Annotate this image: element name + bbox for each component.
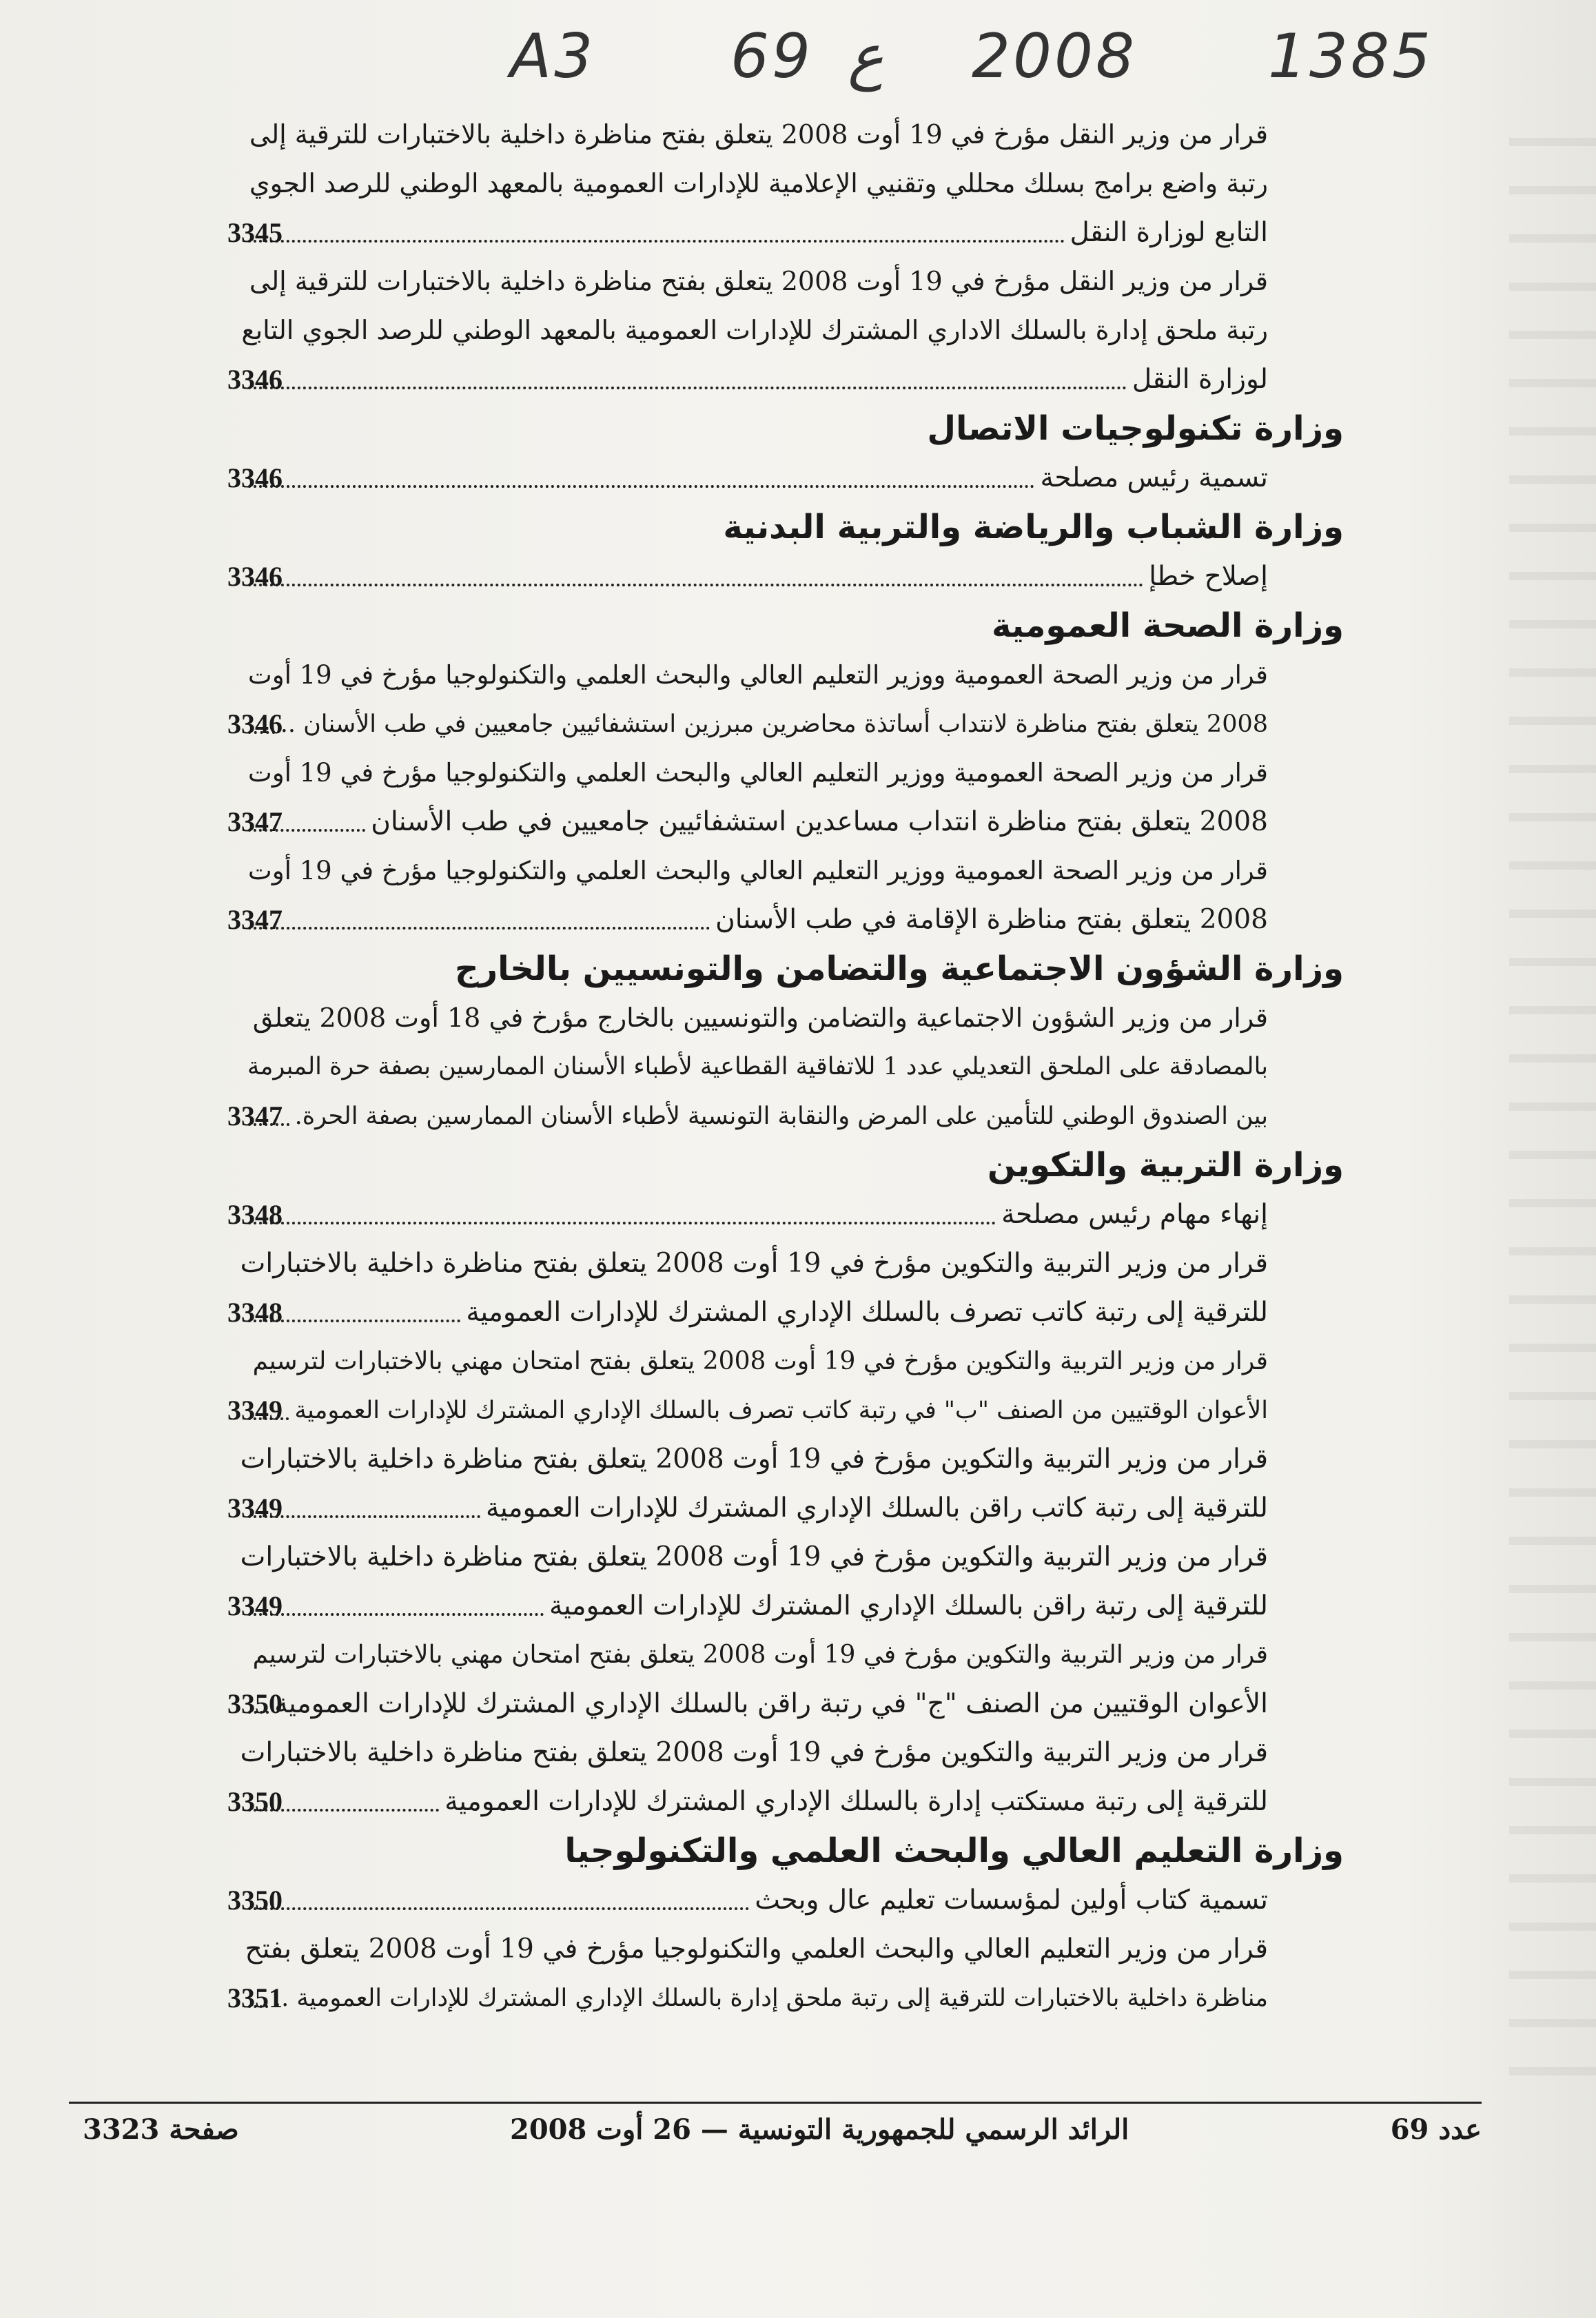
toc-entry: [227, 1337, 1344, 1435]
entry-text: مناظرة داخلية بالاختبارات للترقية إلى رتبة ملحق إدارة بالسلك الإداري المشترك للإدارات العمومية ..: [273, 1984, 1268, 2012]
dot-leader: [227, 208, 1070, 257]
entry-line: قرار من وزير التربية والتكوين مؤرخ في 19 أوت 2008 يتعلق بفتح مناظرة داخلية بالاختبارات: [240, 1541, 1268, 1572]
entry-page-number: 3349: [227, 1395, 283, 1426]
entry-page-number: 3345: [227, 217, 283, 248]
entry-line: قرار من وزير التربية والتكوين مؤرخ في 19 أوت 2008 يتعلق بفتح مناظرة داخلية بالاختبارات: [240, 1248, 1268, 1279]
dot-leader: [227, 895, 715, 944]
dot-leader: [227, 552, 1149, 601]
entry-page-number: 3346: [227, 708, 283, 739]
toc-entry: [227, 1925, 1344, 2022]
entry-line: قرار من وزير التربية والتكوين مؤرخ في 19 أوت 2008 يتعلق بفتح مناظرة داخلية بالاختبارات: [240, 1444, 1268, 1475]
handwriting-mark: 2008: [972, 21, 1137, 92]
entry-text: إنهاء مهام رئيس مصلحة: [1001, 1199, 1268, 1230]
entry-text: تسمية كتاب أولين لمؤسسات تعليم عال وبحث: [755, 1885, 1268, 1916]
toc-entry: [227, 650, 1344, 748]
entry-page-number: 3347: [227, 806, 283, 837]
entry-text: بين الصندوق الوطني للتأمين على المرض والنقابة التونسية لأطباء الأسنان الممارسين بصفة الحرة.: [294, 1102, 1268, 1130]
entry-text: الأعوان الوقتيين من الصنف "ب" في رتبة كاتب تصرف بالسلك الإداري المشترك للإدارات العمومية: [294, 1396, 1268, 1424]
entry-page-number: 3349: [227, 1590, 283, 1621]
handwriting-mark: 1385: [1268, 21, 1433, 92]
toc-entry: [227, 1630, 1344, 1728]
entry-page-number: 3346: [227, 364, 283, 395]
entry-line: قرار من وزير النقل مؤرخ في 19 أوت 2008 يتعلق بفتح مناظرة داخلية بالاختبارات للترقية إلى: [249, 266, 1268, 296]
entry-text: 2008 يتعلق بفتح مناظرة انتداب مساعدين استشفائيين جامعيين في طب الأسنان: [371, 806, 1268, 837]
entry-last-line: [227, 1484, 1344, 1532]
footer-issue: عدد 69: [1390, 2113, 1482, 2146]
handwriting-mark: A3: [510, 21, 596, 92]
entry-line: قرار من وزير الصحة العمومية ووزير التعليم العالي والبحث العلمي والتكنولوجيا مؤرخ في 19 أوت: [247, 660, 1268, 690]
toc-entry: [227, 453, 1344, 502]
entry-page-number: 3349: [227, 1493, 283, 1524]
entry-last-line: [227, 1876, 1344, 1925]
entry-page-number: 3350: [227, 1688, 283, 1719]
entry-text: 2008 يتعلق بفتح مناظرة الإقامة في طب الأسنان: [715, 904, 1268, 935]
dot-leader: [227, 355, 1132, 404]
entry-line: قرار من وزير الصحة العمومية ووزير التعليم العالي والبحث العلمي والتكنولوجيا مؤرخ في 19 أوت: [247, 758, 1268, 788]
entry-text: تسمية رئيس مصلحة: [1040, 462, 1268, 493]
entry-last-line: [227, 1581, 1344, 1630]
handwriting-mark: ع: [848, 21, 884, 92]
entry-page-number: 3350: [227, 1885, 283, 1916]
page-footer: [69, 2102, 1482, 2152]
entry-text: للترقية إلى رتبة كاتب راقن بالسلك الإداري المشترك للإدارات العمومية: [485, 1493, 1268, 1524]
ministry-heading: وزارة الشباب والرياضة والتربية البدنية: [723, 508, 1344, 546]
entry-line: رتبة واضع برامج بسلك محللي وتقنيي الإعلامية للإدارات العمومية بالمعهد الوطني للرصد الجوي: [249, 168, 1268, 198]
entry-page-number: 3350: [227, 1786, 283, 1817]
entry-line: بالمصادقة على الملحق التعديلي عدد 1 للاتفاقية القطاعية لأطباء الأسنان الممارسين بصفة حرة المبرمة: [247, 1053, 1268, 1080]
entry-page-number: 3347: [227, 1100, 283, 1131]
dot-leader: [227, 1876, 755, 1925]
entry-line: رتبة ملحق إدارة بالسلك الاداري المشترك للإدارات العمومية بالمعهد الوطني للرصد الجوي التابع: [241, 315, 1268, 345]
footer-journal: الرائد الرسمي للجمهورية التونسية — 26 أوت 2008: [510, 2113, 1129, 2146]
entry-last-line: [227, 895, 1344, 944]
toc-entry: [227, 1728, 1344, 1826]
entry-text: الأعوان الوقتيين من الصنف "ج" في رتبة راقن بالسلك الإداري المشترك للإدارات العمومية: [274, 1688, 1268, 1719]
entry-text: للترقية إلى رتبة مستكتب إدارة بالسلك الإداري المشترك للإدارات العمومية: [444, 1786, 1268, 1817]
toc-entry: [227, 1190, 1344, 1239]
entry-last-line: [227, 1679, 1344, 1728]
entry-last-line: [227, 453, 1344, 502]
entry-line: قرار من وزير التربية والتكوين مؤرخ في 19 أوت 2008 يتعلق بفتح امتحان مهني بالاختبارات لترسيم: [252, 1641, 1268, 1669]
entry-last-line: [227, 355, 1344, 404]
entry-page-number: 3347: [227, 904, 283, 935]
toc-entry: [227, 846, 1344, 944]
entry-last-line: [227, 797, 1344, 846]
toc-entry: [227, 748, 1344, 846]
entry-page-number: 3346: [227, 462, 283, 493]
entry-text: 2008 يتعلق بفتح مناظرة لانتداب أساتذة محاضرين مبرزين استشفائيين جامعيين في طب الأسنان ..: [280, 710, 1268, 738]
entry-text: للترقية إلى رتبة راقن بالسلك الإداري المشترك للإدارات العمومية: [549, 1590, 1268, 1621]
entry-last-line: [227, 208, 1344, 257]
entry-line: قرار من وزير النقل مؤرخ في 19 أوت 2008 يتعلق بفتح مناظرة داخلية بالاختبارات للترقية إلى: [249, 119, 1268, 150]
entry-last-line: [227, 1777, 1344, 1826]
entry-last-line: [227, 552, 1344, 601]
ministry-heading: وزارة تكنولوجيات الاتصال: [927, 409, 1344, 448]
entry-line: قرار من وزير الصحة العمومية ووزير التعليم العالي والبحث العلمي والتكنولوجيا مؤرخ في 19 أوت: [247, 856, 1268, 885]
toc-entry: [227, 1239, 1344, 1337]
entry-line: قرار من وزير الشؤون الاجتماعية والتضامن والتونسيين بالخارج مؤرخ في 18 أوت 2008 يتعلق: [252, 1003, 1268, 1033]
dot-leader: [227, 1190, 1001, 1239]
toc-entry: [227, 1435, 1344, 1532]
entry-page-number: 3348: [227, 1199, 283, 1230]
entry-last-line: [227, 1091, 1344, 1140]
entry-page-number: 3348: [227, 1297, 283, 1328]
dot-leader: [227, 453, 1040, 502]
ministry-heading: وزارة التربية والتكوين: [987, 1146, 1344, 1184]
handwritten-annotation: [0, 21, 1596, 96]
toc-entry: [227, 1876, 1344, 1925]
handwriting-mark: 69: [730, 21, 813, 92]
toc-entry: [227, 110, 1344, 257]
adjacent-page-bleed: [1509, 110, 1596, 2109]
toc-entry: [227, 257, 1344, 404]
entry-last-line: [227, 1288, 1344, 1337]
ministry-heading: وزارة الشؤون الاجتماعية والتضامن والتونسيين بالخارج: [454, 950, 1344, 988]
toc-entry: [227, 552, 1344, 601]
entry-line: قرار من وزير التعليم العالي والبحث العلمي والتكنولوجيا مؤرخ في 19 أوت 2008 يتعلق بفتح: [245, 1934, 1268, 1965]
ministry-heading: وزارة التعليم العالي والبحث العلمي والتكنولوجيا: [564, 1832, 1344, 1870]
entry-line: قرار من وزير التربية والتكوين مؤرخ في 19 أوت 2008 يتعلق بفتح امتحان مهني بالاختبارات لترسيم: [252, 1347, 1268, 1375]
entry-page-number: 3346: [227, 561, 283, 592]
entry-line: قرار من وزير التربية والتكوين مؤرخ في 19 أوت 2008 يتعلق بفتح مناظرة داخلية بالاختبارات: [240, 1737, 1268, 1768]
entry-text: إصلاح خطإ: [1149, 561, 1268, 592]
table-of-contents: [227, 110, 1344, 2022]
entry-last-line: [227, 1386, 1344, 1435]
entry-last-line: [227, 1973, 1344, 2022]
entry-text: لوزارة النقل: [1132, 364, 1268, 395]
footer-page-number: صفحة 3323: [83, 2113, 239, 2146]
ministry-heading: وزارة الصحة العمومية: [991, 606, 1344, 645]
entry-text: للترقية إلى رتبة كاتب تصرف بالسلك الإداري المشترك للإدارات العمومية: [466, 1297, 1268, 1328]
toc-entry: [227, 994, 1344, 1140]
entry-page-number: 3351: [227, 1982, 283, 2013]
toc-entry: [227, 1532, 1344, 1630]
entry-text: التابع لوزارة النقل: [1070, 217, 1268, 248]
entry-last-line: [227, 1190, 1344, 1239]
entry-last-line: [227, 699, 1344, 748]
